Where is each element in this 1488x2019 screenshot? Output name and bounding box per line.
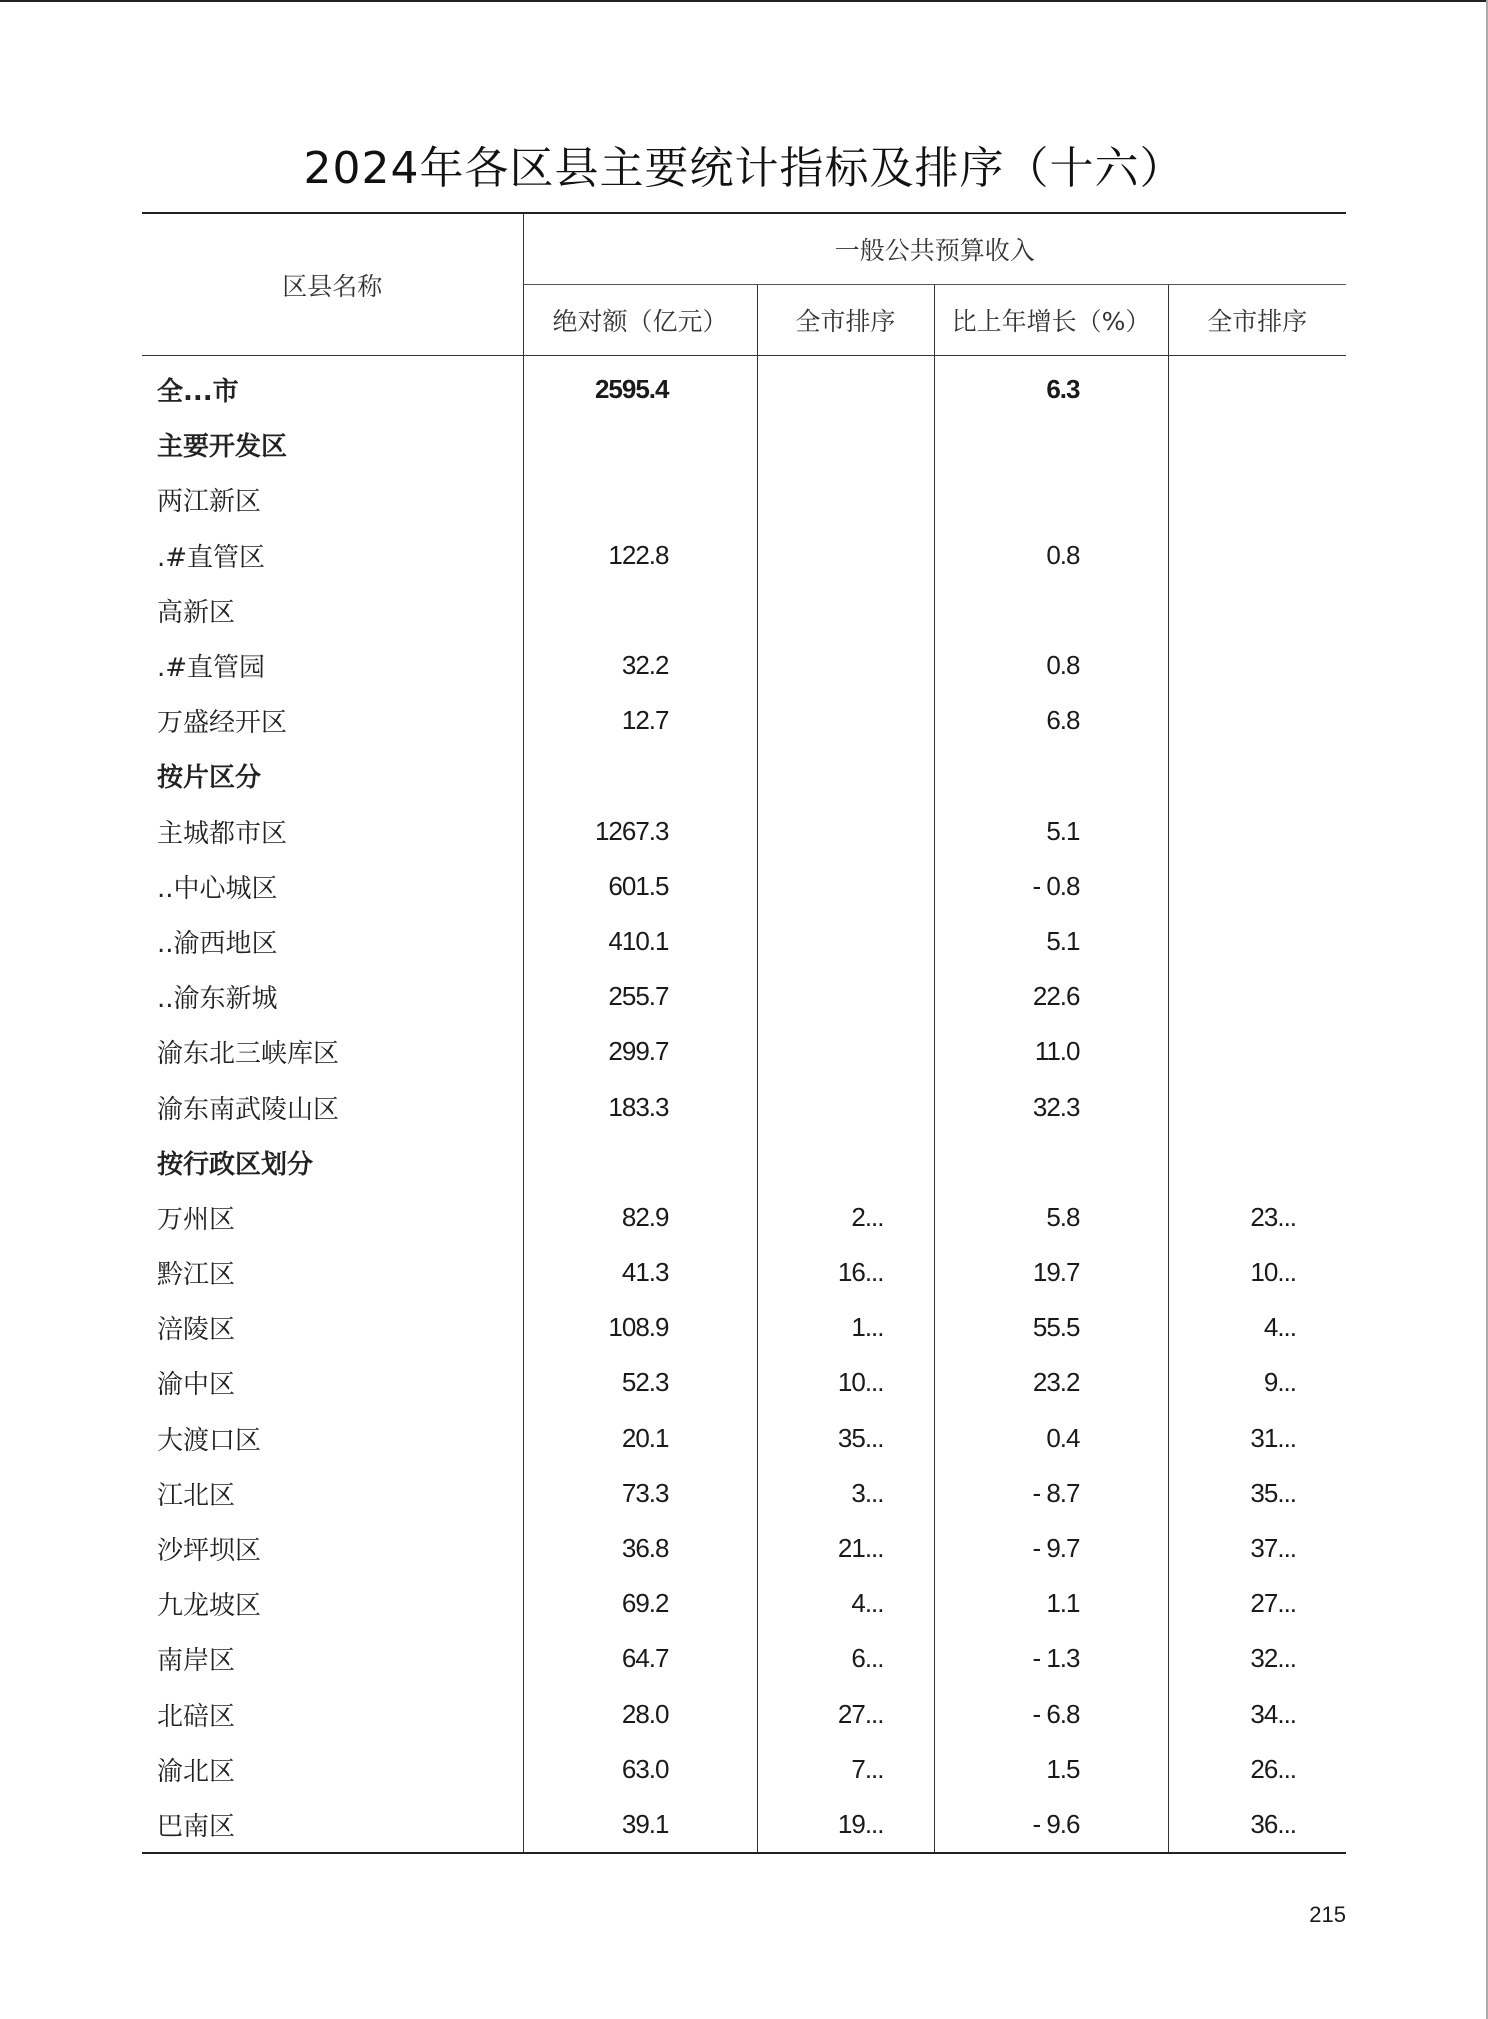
- amount-rank-cell: 10...: [757, 1355, 934, 1410]
- amount-rank-cell: 35...: [757, 1411, 934, 1466]
- growth-rank-cell: [1168, 356, 1346, 418]
- table-row: [142, 528, 1346, 583]
- amount-cell: 183.3: [523, 1079, 757, 1134]
- amount-cell: [523, 748, 757, 803]
- growth-cell: - 9.7: [934, 1521, 1168, 1576]
- growth-cell: - 1.3: [934, 1631, 1168, 1686]
- table-row: [142, 1135, 1346, 1190]
- growth-rank-cell: [1168, 748, 1346, 803]
- growth-rank-cell: [1168, 969, 1346, 1024]
- amount-cell: 36.8: [523, 1521, 757, 1576]
- growth-rank-cell: 34...: [1168, 1687, 1346, 1742]
- growth-rank-cell: [1168, 1024, 1346, 1079]
- district-name-cell: 渝东南武陵山区: [157, 1094, 340, 1125]
- amount-cell: 73.3: [523, 1466, 757, 1521]
- header-growth-rate: 比上年增长（%）: [934, 285, 1168, 356]
- growth-cell: 11.0: [934, 1024, 1168, 1079]
- growth-cell: [934, 1135, 1168, 1190]
- district-name-cell: ..中心城区: [157, 873, 278, 904]
- growth-rank-cell: [1168, 583, 1346, 638]
- district-name-cell: 渝北区: [157, 1756, 236, 1787]
- table-row: [142, 638, 1346, 693]
- district-name-cell: 按行政区划分: [157, 1149, 314, 1180]
- amount-rank-cell: [757, 528, 934, 583]
- amount-rank-cell: 19...: [757, 1797, 934, 1853]
- growth-rank-cell: 32...: [1168, 1631, 1346, 1686]
- growth-rank-cell: [1168, 859, 1346, 914]
- growth-cell: 1.1: [934, 1576, 1168, 1631]
- amount-cell: 28.0: [523, 1687, 757, 1742]
- table-row: [142, 1079, 1346, 1134]
- growth-cell: 6.3: [934, 356, 1168, 418]
- growth-cell: 0.4: [934, 1411, 1168, 1466]
- growth-rank-cell: [1168, 417, 1346, 472]
- growth-rank-cell: 31...: [1168, 1411, 1346, 1466]
- table-row: [142, 1466, 1346, 1521]
- growth-cell: 1.5: [934, 1742, 1168, 1797]
- table-row: [142, 1355, 1346, 1410]
- amount-rank-cell: 21...: [757, 1521, 934, 1576]
- amount-cell: 32.2: [523, 638, 757, 693]
- amount-cell: 122.8: [523, 528, 757, 583]
- amount-cell: [523, 583, 757, 638]
- district-name-cell: 涪陵区: [157, 1315, 236, 1346]
- page-top-border: [0, 0, 1488, 2]
- table-row: [142, 914, 1346, 969]
- amount-cell: 63.0: [523, 1742, 757, 1797]
- amount-cell: 41.3: [523, 1245, 757, 1300]
- table-row: [142, 1190, 1346, 1245]
- amount-rank-cell: [757, 804, 934, 859]
- growth-cell: 22.6: [934, 969, 1168, 1024]
- table-body: [142, 356, 1346, 1854]
- amount-rank-cell: [757, 969, 934, 1024]
- district-name-cell: ..渝西地区: [157, 928, 278, 959]
- amount-rank-cell: [757, 914, 934, 969]
- growth-cell: [934, 583, 1168, 638]
- statistics-table: [142, 212, 1346, 1854]
- amount-cell: 299.7: [523, 1024, 757, 1079]
- district-name-cell: 江北区: [157, 1480, 236, 1511]
- growth-rank-cell: 36...: [1168, 1797, 1346, 1853]
- growth-rank-cell: 35...: [1168, 1466, 1346, 1521]
- table-row: [142, 1521, 1346, 1576]
- growth-cell: [934, 472, 1168, 527]
- table-row: [142, 1245, 1346, 1300]
- district-name-cell: 南岸区: [157, 1646, 236, 1677]
- amount-rank-cell: [757, 693, 934, 748]
- statistics-table-container: [142, 212, 1346, 1854]
- table-row: [142, 693, 1346, 748]
- amount-cell: 39.1: [523, 1797, 757, 1853]
- district-name-cell: 渝中区: [157, 1370, 236, 1401]
- growth-rank-cell: [1168, 1135, 1346, 1190]
- table-row: [142, 583, 1346, 638]
- growth-cell: 6.8: [934, 693, 1168, 748]
- district-name-cell: 高新区: [157, 597, 236, 628]
- growth-rank-cell: [1168, 693, 1346, 748]
- growth-rank-cell: 23...: [1168, 1190, 1346, 1245]
- growth-cell: 55.5: [934, 1300, 1168, 1355]
- growth-cell: - 9.6: [934, 1797, 1168, 1853]
- table-row: [142, 748, 1346, 803]
- growth-rank-cell: [1168, 472, 1346, 527]
- amount-cell: 1267.3: [523, 804, 757, 859]
- table-row: [142, 1576, 1346, 1631]
- amount-rank-cell: [757, 472, 934, 527]
- amount-cell: 64.7: [523, 1631, 757, 1686]
- amount-cell: [523, 472, 757, 527]
- amount-rank-cell: [757, 417, 934, 472]
- amount-rank-cell: [757, 1079, 934, 1134]
- growth-rank-cell: 37...: [1168, 1521, 1346, 1576]
- amount-rank-cell: [757, 859, 934, 914]
- amount-rank-cell: [757, 1135, 934, 1190]
- table-row: [142, 1687, 1346, 1742]
- growth-rank-cell: 26...: [1168, 1742, 1346, 1797]
- growth-rank-cell: 9...: [1168, 1355, 1346, 1410]
- growth-cell: 23.2: [934, 1355, 1168, 1410]
- district-name-cell: 主要开发区: [157, 432, 288, 463]
- amount-cell: 69.2: [523, 1576, 757, 1631]
- amount-rank-cell: 4...: [757, 1576, 934, 1631]
- amount-cell: 52.3: [523, 1355, 757, 1410]
- district-name-cell: 按片区分: [157, 763, 262, 794]
- amount-rank-cell: 2...: [757, 1190, 934, 1245]
- table-row: [142, 472, 1346, 527]
- growth-rank-cell: 27...: [1168, 1576, 1346, 1631]
- district-name-cell: 两江新区: [157, 487, 262, 518]
- district-name-cell: .#直管园: [157, 653, 266, 684]
- amount-rank-cell: 27...: [757, 1687, 934, 1742]
- growth-cell: 19.7: [934, 1245, 1168, 1300]
- growth-cell: 32.3: [934, 1079, 1168, 1134]
- amount-rank-cell: [757, 748, 934, 803]
- amount-cell: 410.1: [523, 914, 757, 969]
- table-row: [142, 804, 1346, 859]
- table-row: [142, 859, 1346, 914]
- district-name-cell: 九龙坡区: [157, 1591, 262, 1622]
- table-row: [142, 1797, 1346, 1853]
- growth-rank-cell: 10...: [1168, 1245, 1346, 1300]
- district-name-cell: 渝东北三峡库区: [157, 1039, 340, 1070]
- table-row: [142, 356, 1346, 418]
- amount-cell: [523, 417, 757, 472]
- growth-cell: - 6.8: [934, 1687, 1168, 1742]
- header-district-name: 区县名称: [142, 213, 523, 356]
- amount-rank-cell: 7...: [757, 1742, 934, 1797]
- growth-rank-cell: [1168, 804, 1346, 859]
- table-row: [142, 417, 1346, 472]
- growth-cell: [934, 748, 1168, 803]
- district-name-cell: 北碚区: [157, 1701, 236, 1732]
- growth-rank-cell: [1168, 914, 1346, 969]
- amount-rank-cell: 3...: [757, 1466, 934, 1521]
- amount-cell: 601.5: [523, 859, 757, 914]
- district-name-cell: 巴南区: [142, 1797, 523, 1853]
- table-row: [142, 1742, 1346, 1797]
- table-header: [142, 213, 1346, 356]
- district-name-cell: 大渡口区: [157, 1425, 262, 1456]
- amount-rank-cell: [757, 356, 934, 418]
- table-row: [142, 1300, 1346, 1355]
- growth-cell: 5.1: [934, 804, 1168, 859]
- district-name-cell: .#直管区: [157, 542, 266, 573]
- amount-cell: [523, 1135, 757, 1190]
- district-name-cell: 万盛经开区: [157, 708, 288, 739]
- growth-cell: [934, 417, 1168, 472]
- amount-cell: 2595.4: [523, 356, 757, 418]
- amount-cell: 12.7: [523, 693, 757, 748]
- district-name-cell: 沙坪坝区: [157, 1536, 262, 1567]
- header-budget-revenue-group: 一般公共预算收入: [523, 213, 1346, 285]
- growth-cell: 5.8: [934, 1190, 1168, 1245]
- amount-rank-cell: [757, 583, 934, 638]
- district-name-cell: 黔江区: [157, 1260, 236, 1291]
- page-title: 2024年各区县主要统计指标及排序（十六）: [303, 143, 1185, 194]
- growth-cell: 5.1: [934, 914, 1168, 969]
- district-name-cell: 主城都市区: [157, 818, 288, 849]
- page-number: 215: [1309, 1902, 1346, 1927]
- table-row: [142, 1631, 1346, 1686]
- district-name-cell: 万州区: [157, 1204, 236, 1235]
- amount-rank-cell: 16...: [757, 1245, 934, 1300]
- district-name-cell: ..渝东新城: [157, 984, 278, 1015]
- amount-cell: 20.1: [523, 1411, 757, 1466]
- header-growth-rank: 全市排序: [1168, 285, 1346, 356]
- growth-rank-cell: 4...: [1168, 1300, 1346, 1355]
- growth-rank-cell: [1168, 528, 1346, 583]
- table-row: [142, 1411, 1346, 1466]
- amount-cell: 82.9: [523, 1190, 757, 1245]
- growth-cell: - 8.7: [934, 1466, 1168, 1521]
- amount-rank-cell: 1...: [757, 1300, 934, 1355]
- amount-rank-cell: 6...: [757, 1631, 934, 1686]
- amount-cell: 108.9: [523, 1300, 757, 1355]
- header-amount-rank: 全市排序: [757, 285, 934, 356]
- header-absolute-amount: 绝对额（亿元）: [523, 285, 757, 356]
- growth-rank-cell: [1168, 638, 1346, 693]
- growth-cell: 0.8: [934, 638, 1168, 693]
- amount-rank-cell: [757, 1024, 934, 1079]
- growth-rank-cell: [1168, 1079, 1346, 1134]
- table-row: [142, 969, 1346, 1024]
- table-row: [142, 1024, 1346, 1079]
- district-name-cell: 全...市: [157, 377, 239, 408]
- amount-rank-cell: [757, 638, 934, 693]
- growth-cell: 0.8: [934, 528, 1168, 583]
- growth-cell: - 0.8: [934, 859, 1168, 914]
- amount-cell: 255.7: [523, 969, 757, 1024]
